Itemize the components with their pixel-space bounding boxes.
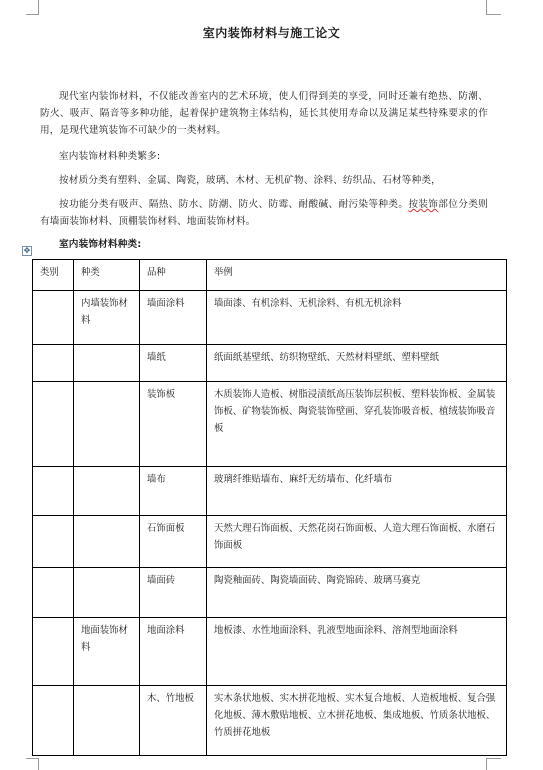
table-header-row (33, 260, 507, 291)
category-cell[interactable] (33, 345, 74, 382)
category-cell[interactable] (33, 516, 74, 568)
category-cell[interactable] (33, 467, 74, 516)
crop-mark-top-left (26, 0, 39, 15)
category-cell[interactable] (33, 686, 74, 756)
table-row (33, 291, 507, 345)
header-category: 类别 (33, 260, 74, 291)
table-row (33, 618, 507, 686)
kind-cell[interactable] (74, 345, 140, 382)
types-intro-paragraph[interactable]: 室内装饰材料种类繁多: (59, 151, 161, 162)
example-cell[interactable]: 陶瓷釉面砖、陶瓷墙面砖、陶瓷锦砖、玻璃马赛克 (207, 568, 507, 618)
variety-cell[interactable]: 石饰面板 (140, 516, 207, 568)
kind-cell[interactable] (74, 568, 140, 618)
variety-cell[interactable]: 木、竹地板 (140, 686, 207, 756)
category-cell[interactable] (33, 618, 74, 686)
category-cell[interactable] (33, 382, 74, 467)
category-cell[interactable] (33, 291, 74, 345)
example-cell[interactable]: 墙面漆、有机涂料、无机涂料、有机无机涂料 (207, 291, 507, 345)
example-cell[interactable]: 地板漆、水性地面涂料、乳液型地面涂料、溶剂型地面涂料 (207, 618, 507, 686)
header-variety: 品种 (140, 260, 207, 291)
category-cell[interactable] (33, 568, 74, 618)
crop-mark-bottom-left (26, 758, 39, 770)
variety-cell[interactable]: 装饰板 (140, 382, 207, 467)
table-row (33, 345, 507, 382)
example-cell[interactable]: 纸面纸基壁纸、纺织物壁纸、天然材料壁纸、塑料壁纸 (207, 345, 507, 382)
header-kind: 种类 (74, 260, 140, 291)
kind-cell[interactable] (74, 467, 140, 516)
table-move-handle-icon[interactable]: ✥ (23, 246, 31, 255)
table-row (33, 467, 507, 516)
example-cell[interactable]: 木质装饰人造板、树脂浸渍纸高压装饰层积板、塑料装饰板、金属装饰板、矿物装饰板、陶瓷装饰壁画、穿孔装饰吸音板、植绒装饰吸音板 (207, 382, 507, 467)
kind-cell[interactable] (74, 686, 140, 756)
function-text: 按功能分类有吸声、隔热、防水、防潮、防火、防霉、耐酸碱、耐污染等种类。 (59, 199, 409, 210)
example-cell[interactable]: 实木条状地板、实木拼花地板、实木复合地板、人造板地板、复合强化地板、薄木敷贴地板、立木拼花地板、集成地板、竹质条状地板、竹质拼花地板 (207, 686, 507, 756)
variety-cell[interactable]: 墙面涂料 (140, 291, 207, 345)
kind-cell[interactable] (74, 516, 140, 568)
intro-paragraph[interactable]: 现代室内装饰材料，不仅能改善室内的艺术环境，使人们得到美的享受，同时还兼有绝热、防潮、防火、吸声、隔音等多种功能，起着保护建筑物主体结构，延长其使用寿命以及满足某些特殊要求的作用，是现代建筑装饰不可缺少的一类材料。 (40, 91, 488, 136)
variety-cell[interactable]: 墙纸 (140, 345, 207, 382)
variety-cell[interactable]: 墙布 (140, 467, 207, 516)
example-cell[interactable]: 玻璃纤维贴墙布、麻纤无纺墙布、化纤墙布 (207, 467, 507, 516)
crop-mark-bottom-right (486, 758, 501, 770)
location-text: 部位分类则有墙面装饰材料、顶棚装饰材料、地面装饰材料。 (40, 199, 489, 227)
example-cell[interactable]: 天然大理石饰面板、天然花岗石饰面板、人造大理石饰面板、水磨石饰面板 (207, 516, 507, 568)
header-example: 举例 (207, 260, 507, 291)
table-row (33, 686, 507, 756)
materials-table[interactable] (32, 259, 507, 756)
table-heading: 室内装饰材料种类: (59, 239, 142, 250)
kind-cell[interactable] (74, 382, 140, 467)
table-row (33, 516, 507, 568)
material-classification-paragraph[interactable]: 按材质分类有塑料、金属、陶瓷，玻璃、木材、无机矿物、涂料、纺织品、石材等种类， (59, 175, 441, 186)
table-row (33, 382, 507, 467)
kind-cell[interactable]: 地面装饰材料 (74, 618, 140, 686)
spellcheck-flagged-text[interactable]: 按装饰 (408, 199, 439, 210)
kind-cell[interactable]: 内墙装饰材料 (74, 291, 140, 345)
variety-cell[interactable]: 地面涂料 (140, 618, 207, 686)
variety-cell[interactable]: 墙面砖 (140, 568, 207, 618)
document-title: 室内装饰材料与施工论文 (202, 26, 341, 40)
crop-mark-top-right (486, 0, 501, 15)
table-row (33, 568, 507, 618)
function-classification-paragraph[interactable] (40, 196, 488, 230)
